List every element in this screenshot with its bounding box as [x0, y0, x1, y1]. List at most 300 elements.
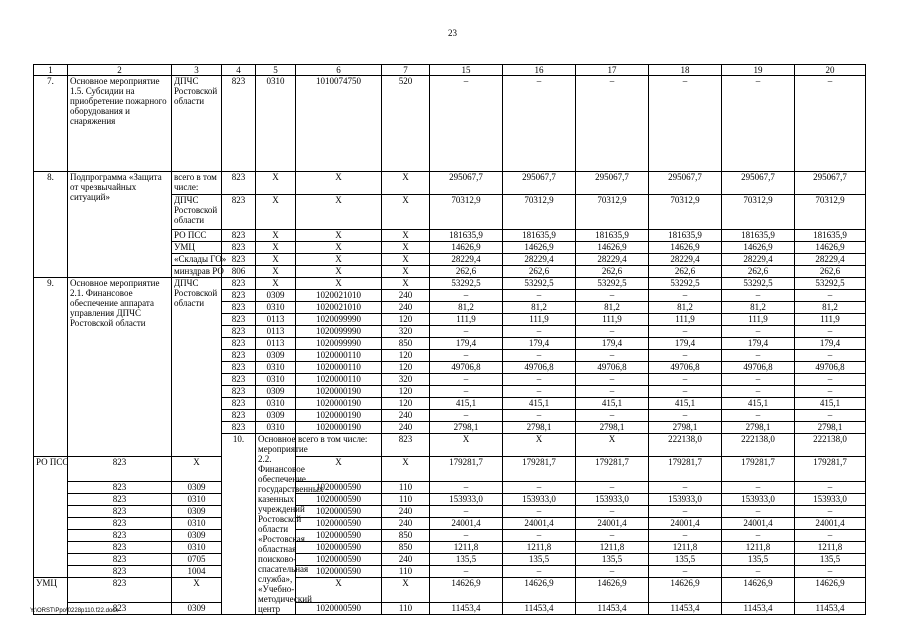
table-cell: 295067,7 [722, 172, 795, 195]
table-cell: 24001,4 [649, 518, 722, 530]
table-cell: 415,1 [430, 398, 503, 410]
table-cell: – [722, 530, 795, 542]
table-cell: – [430, 350, 503, 362]
table-cell: 179281,7 [795, 457, 866, 482]
table-cell: 823 [222, 338, 256, 350]
table-row [34, 172, 866, 195]
table-cell: – [649, 530, 722, 542]
table-cell: 81,2 [649, 302, 722, 314]
table-cell: – [795, 386, 866, 398]
table-cell: 262,6 [576, 266, 649, 278]
table-cell: 49706,8 [722, 362, 795, 374]
table-cell: – [722, 76, 795, 172]
table-cell: 179281,7 [430, 457, 503, 482]
table-cell: – [649, 350, 722, 362]
table-cell: 240 [382, 302, 430, 314]
table-cell: – [503, 410, 576, 422]
table-cell: 2798,1 [722, 422, 795, 434]
table-row [34, 506, 866, 518]
table-cell: Х [256, 195, 296, 230]
table-cell: 823 [222, 302, 256, 314]
table-cell: 262,6 [795, 266, 866, 278]
table-cell: – [722, 374, 795, 386]
column-header: 2 [68, 65, 172, 76]
table-cell: 179,4 [649, 338, 722, 350]
table-cell: 81,2 [722, 302, 795, 314]
table-cell: – [576, 566, 649, 578]
table-row [34, 278, 866, 290]
table-cell: Х [503, 434, 576, 457]
table-cell: Х [296, 278, 382, 290]
table-cell: 823 [222, 362, 256, 374]
table-cell: 2798,1 [430, 422, 503, 434]
table-cell: 135,5 [722, 554, 795, 566]
table-row [34, 542, 866, 554]
table-row [34, 518, 866, 530]
table-cell: – [649, 482, 722, 494]
table-cell: – [576, 386, 649, 398]
table-row [34, 494, 866, 506]
table-cell: – [503, 482, 576, 494]
table-cell: Х [382, 230, 430, 242]
table-cell: – [576, 506, 649, 518]
table-cell: Х [256, 172, 296, 195]
table-cell: 135,5 [503, 554, 576, 566]
table-cell: 110 [382, 603, 430, 615]
table-cell: 14626,9 [722, 242, 795, 254]
table-cell: Х [296, 242, 382, 254]
table-row [34, 457, 866, 482]
table-cell: 153933,0 [649, 494, 722, 506]
column-header: 7 [382, 65, 430, 76]
table-cell: 1211,8 [430, 542, 503, 554]
budget-table [33, 64, 866, 615]
table-cell: 1020000590 [296, 542, 382, 554]
table-cell: 1020000590 [296, 506, 382, 518]
table-cell: 1020000590 [296, 482, 382, 494]
table-cell: 49706,8 [503, 362, 576, 374]
table-cell: 53292,5 [722, 278, 795, 290]
table-cell: – [649, 386, 722, 398]
table-row [34, 566, 866, 578]
table-cell: 111,9 [722, 314, 795, 326]
table-cell: 823 [222, 326, 256, 338]
table-cell: 0309 [172, 506, 222, 518]
table-cell: 11453,4 [722, 603, 795, 615]
table-cell: 0310 [256, 302, 296, 314]
table-cell: – [722, 386, 795, 398]
table-cell: 14626,9 [649, 578, 722, 603]
table-cell: 181635,9 [576, 230, 649, 242]
table-cell: 1211,8 [576, 542, 649, 554]
table-cell: 2798,1 [503, 422, 576, 434]
table-cell: 14626,9 [430, 578, 503, 603]
table-cell: 179,4 [795, 338, 866, 350]
table-cell: 0310 [256, 398, 296, 410]
table-cell: – [576, 482, 649, 494]
table-cell: 262,6 [430, 266, 503, 278]
table-cell: 14626,9 [795, 578, 866, 603]
table-cell: 28229,4 [576, 254, 649, 266]
table-cell: 14626,9 [503, 242, 576, 254]
table-cell: Х [256, 242, 296, 254]
table-cell: Х [172, 578, 222, 603]
table-cell: – [722, 506, 795, 518]
table-cell: 823 [222, 278, 256, 290]
table-cell: 0113 [256, 326, 296, 338]
table-cell: 70312,9 [722, 195, 795, 230]
table-row [34, 76, 866, 172]
table-cell: 823 [222, 374, 256, 386]
table-cell: 0309 [256, 350, 296, 362]
file-path-footer: Y:\ORST\Ppo\0228p110.f22.docx [30, 608, 119, 614]
table-cell: 179281,7 [503, 457, 576, 482]
table-cell: 1004 [172, 566, 222, 578]
table-cell: Х [382, 195, 430, 230]
table-cell: – [795, 566, 866, 578]
table-cell: 1020000190 [296, 386, 382, 398]
table-cell: минздрав РО [172, 266, 222, 278]
column-header: 17 [576, 65, 649, 76]
table-cell: – [576, 410, 649, 422]
table-cell: – [576, 326, 649, 338]
table-cell: 179281,7 [649, 457, 722, 482]
table-cell: 11453,4 [795, 603, 866, 615]
table-cell: 24001,4 [795, 518, 866, 530]
table-cell: 70312,9 [576, 195, 649, 230]
table-cell: 49706,8 [430, 362, 503, 374]
table-cell: Основное мероприятие 1.5. Субсидии на приобретение пожарного оборудования и снаряжения [68, 76, 172, 172]
table-cell: 823 [68, 494, 172, 506]
table-cell: 0309 [256, 386, 296, 398]
table-cell: 181635,9 [503, 230, 576, 242]
table-cell: 14626,9 [576, 242, 649, 254]
table-cell: 222138,0 [795, 434, 866, 457]
table-cell: – [795, 290, 866, 302]
table-cell: 0309 [256, 290, 296, 302]
header-row [34, 65, 866, 76]
table-cell: Х [296, 254, 382, 266]
table-cell: 1020000590 [296, 530, 382, 542]
table-cell: 70312,9 [503, 195, 576, 230]
table-cell: 295067,7 [430, 172, 503, 195]
table-cell: 11453,4 [649, 603, 722, 615]
table-cell: – [430, 506, 503, 518]
table-cell: ДПЧС Ростовской области [172, 195, 222, 230]
table-cell: 0310 [172, 518, 222, 530]
table-cell: 415,1 [722, 398, 795, 410]
table-cell: 320 [382, 326, 430, 338]
table-cell: – [722, 410, 795, 422]
table-cell: 24001,4 [503, 518, 576, 530]
table-cell: 135,5 [649, 554, 722, 566]
table-cell: 1020021010 [296, 302, 382, 314]
table-row [34, 530, 866, 542]
table-cell: Основное мероприятие 2.1. Финансовое обеспечение аппарата управления ДПЧС Ростовской области [68, 278, 172, 457]
table-cell: – [430, 76, 503, 172]
table-cell: 24001,4 [722, 518, 795, 530]
table-cell: УМЦ [172, 242, 222, 254]
table-cell: РО ПСС [34, 457, 68, 578]
table-row [34, 603, 866, 615]
table-cell: всего в том числе: [296, 434, 382, 457]
table-cell: – [795, 530, 866, 542]
table-cell: 415,1 [649, 398, 722, 410]
table-cell: 53292,5 [576, 278, 649, 290]
table-cell: 823 [68, 542, 172, 554]
table-cell: Х [382, 578, 430, 603]
column-header: 5 [256, 65, 296, 76]
table-cell: 28229,4 [795, 254, 866, 266]
table-cell: 14626,9 [722, 578, 795, 603]
table-cell: 823 [68, 506, 172, 518]
table-cell: 295067,7 [576, 172, 649, 195]
table-cell: 295067,7 [795, 172, 866, 195]
table-cell: 14626,9 [430, 242, 503, 254]
table-cell: – [503, 386, 576, 398]
table-cell: 1020000190 [296, 422, 382, 434]
table-cell: 415,1 [576, 398, 649, 410]
table-cell: 1211,8 [722, 542, 795, 554]
table-cell: 2798,1 [649, 422, 722, 434]
table-cell: 153933,0 [722, 494, 795, 506]
table-cell: 111,9 [576, 314, 649, 326]
table-cell: 53292,5 [649, 278, 722, 290]
table-cell: 1020000110 [296, 362, 382, 374]
table-cell: – [795, 410, 866, 422]
table-cell: Х [296, 172, 382, 195]
table-cell: – [722, 482, 795, 494]
table-cell: 28229,4 [722, 254, 795, 266]
table-cell: 823 [222, 254, 256, 266]
table-cell: 240 [382, 506, 430, 518]
table-cell: – [795, 374, 866, 386]
table-cell: 240 [382, 410, 430, 422]
table-cell: 520 [382, 76, 430, 172]
table-cell: 110 [382, 566, 430, 578]
table-cell: 111,9 [503, 314, 576, 326]
table-cell: – [430, 410, 503, 422]
table-cell: – [576, 76, 649, 172]
table-cell: 179281,7 [576, 457, 649, 482]
table-cell: – [649, 76, 722, 172]
table-cell: 1020000110 [296, 374, 382, 386]
table-cell: 181635,9 [649, 230, 722, 242]
table-cell: 823 [68, 554, 172, 566]
table-cell: – [649, 566, 722, 578]
table-cell: 823 [222, 386, 256, 398]
table-cell: 850 [382, 338, 430, 350]
table-cell: – [722, 566, 795, 578]
table-cell: – [503, 530, 576, 542]
table-cell: 179281,7 [722, 457, 795, 482]
table-cell: 823 [68, 457, 172, 482]
table-cell: 2798,1 [576, 422, 649, 434]
table-cell: 11453,4 [503, 603, 576, 615]
table-cell: 823 [222, 350, 256, 362]
table-cell: Х [256, 254, 296, 266]
table-cell: 0309 [172, 530, 222, 542]
table-cell: Х [296, 230, 382, 242]
table-cell: 28229,4 [430, 254, 503, 266]
table-cell: 1211,8 [795, 542, 866, 554]
table-cell: ДПЧС Ростовской области [172, 76, 222, 172]
table-cell: 823 [68, 603, 172, 615]
table-cell: 153933,0 [795, 494, 866, 506]
table-cell: 120 [382, 386, 430, 398]
table-cell: Х [296, 578, 382, 603]
table-cell: УМЦ [34, 578, 68, 615]
table-cell: 1020099990 [296, 326, 382, 338]
table-cell: – [430, 290, 503, 302]
table-cell: 70312,9 [649, 195, 722, 230]
table-cell: 11453,4 [430, 603, 503, 615]
table-cell: 14626,9 [795, 242, 866, 254]
table-cell: 1020000590 [296, 518, 382, 530]
table-cell: 415,1 [503, 398, 576, 410]
table-cell: 806 [222, 266, 256, 278]
table-cell: 179,4 [430, 338, 503, 350]
table-cell: 1020000190 [296, 398, 382, 410]
table-cell: 850 [382, 542, 430, 554]
table-cell: 295067,7 [649, 172, 722, 195]
table-cell: Подпрограмма «Защита от чрезвычайных ситуаций» [68, 172, 172, 278]
table-cell: – [503, 506, 576, 518]
table-cell: – [649, 326, 722, 338]
table-cell: – [430, 386, 503, 398]
table-cell: Х [382, 254, 430, 266]
table-cell: РО ПСС [172, 230, 222, 242]
table-cell: 262,6 [649, 266, 722, 278]
table-cell: 28229,4 [503, 254, 576, 266]
table-cell: 823 [222, 242, 256, 254]
table-cell: – [649, 506, 722, 518]
table-cell: 8. [34, 172, 68, 278]
table-cell: 49706,8 [795, 362, 866, 374]
table-body [34, 65, 866, 615]
table-cell: Х [296, 266, 382, 278]
table-cell: 1020000590 [296, 494, 382, 506]
table-cell: – [503, 350, 576, 362]
table-cell: 240 [382, 290, 430, 302]
table-cell: 120 [382, 362, 430, 374]
column-header: 19 [722, 65, 795, 76]
table-cell: 111,9 [649, 314, 722, 326]
table-cell: Х [296, 195, 382, 230]
table-row [34, 482, 866, 494]
column-header: 20 [795, 65, 866, 76]
table-cell: 24001,4 [576, 518, 649, 530]
table-cell: Х [172, 457, 222, 482]
table-cell: 14626,9 [576, 578, 649, 603]
table-cell: Х [296, 457, 382, 482]
table-cell: 240 [382, 422, 430, 434]
table-cell: 70312,9 [430, 195, 503, 230]
table-cell: 823 [222, 398, 256, 410]
table-cell: всего в том числе: [172, 172, 222, 195]
column-header: 15 [430, 65, 503, 76]
table-cell: – [430, 326, 503, 338]
table-cell: 222138,0 [649, 434, 722, 457]
table-cell: 179,4 [576, 338, 649, 350]
table-cell: 28229,4 [649, 254, 722, 266]
column-header: 1 [34, 65, 68, 76]
table-cell: – [503, 374, 576, 386]
table-cell: 14626,9 [503, 578, 576, 603]
table-cell: – [503, 326, 576, 338]
table-cell: – [503, 290, 576, 302]
column-header: 6 [296, 65, 382, 76]
table-cell: 7. [34, 76, 68, 172]
table-cell: 850 [382, 530, 430, 542]
table-cell: 110 [382, 494, 430, 506]
table-cell: 135,5 [430, 554, 503, 566]
table-cell: 823 [382, 434, 430, 457]
column-header: 16 [503, 65, 576, 76]
table-cell: 1211,8 [503, 542, 576, 554]
table-cell: 181635,9 [722, 230, 795, 242]
table-cell: 0310 [256, 374, 296, 386]
table-cell: 1020000590 [296, 554, 382, 566]
table-cell: – [722, 350, 795, 362]
table-cell: 49706,8 [649, 362, 722, 374]
table-cell: 0310 [172, 494, 222, 506]
table-cell: 0310 [256, 422, 296, 434]
table-row [34, 578, 866, 603]
table-cell: 0705 [172, 554, 222, 566]
table-cell: 320 [382, 374, 430, 386]
table-cell: – [722, 326, 795, 338]
table-cell: 0309 [172, 603, 222, 615]
table-cell: Х [256, 278, 296, 290]
table-cell: Х [382, 172, 430, 195]
table-cell: 181635,9 [795, 230, 866, 242]
table-cell: 0310 [172, 542, 222, 554]
table-cell: 81,2 [576, 302, 649, 314]
table-cell: 823 [68, 530, 172, 542]
table-cell: 240 [382, 554, 430, 566]
table-cell: 1020099990 [296, 314, 382, 326]
table-cell: 179,4 [722, 338, 795, 350]
table-cell: – [722, 290, 795, 302]
table-cell: Х [382, 278, 430, 290]
table-cell: 120 [382, 398, 430, 410]
table-cell: 10. [222, 434, 256, 615]
table-cell: 49706,8 [576, 362, 649, 374]
table-cell: 135,5 [795, 554, 866, 566]
table-cell: 1020000590 [296, 566, 382, 578]
table-cell: 1020000590 [296, 603, 382, 615]
table-cell: – [795, 350, 866, 362]
column-header: 18 [649, 65, 722, 76]
table-cell: 0309 [256, 410, 296, 422]
table-cell: 2798,1 [795, 422, 866, 434]
table-cell: 81,2 [503, 302, 576, 314]
table-cell: 295067,7 [503, 172, 576, 195]
table-cell: 823 [222, 290, 256, 302]
table-cell: 53292,5 [430, 278, 503, 290]
table-cell: Основное мероприятие 2.2. Финансовое обеспечение государственных казенных учреждений Ростовской области «Ростовская областная поисково-спасательная служба», «Учебно-методический центр [256, 434, 296, 615]
table-cell: – [430, 482, 503, 494]
table-cell: 823 [222, 76, 256, 172]
table-cell: – [649, 410, 722, 422]
table-cell: «Склады ГО» [172, 254, 222, 266]
page-number: 23 [448, 28, 457, 38]
table-cell: Х [430, 434, 503, 457]
table-cell: – [795, 326, 866, 338]
table-cell: Х [382, 457, 430, 482]
table-cell: 9. [34, 278, 68, 457]
